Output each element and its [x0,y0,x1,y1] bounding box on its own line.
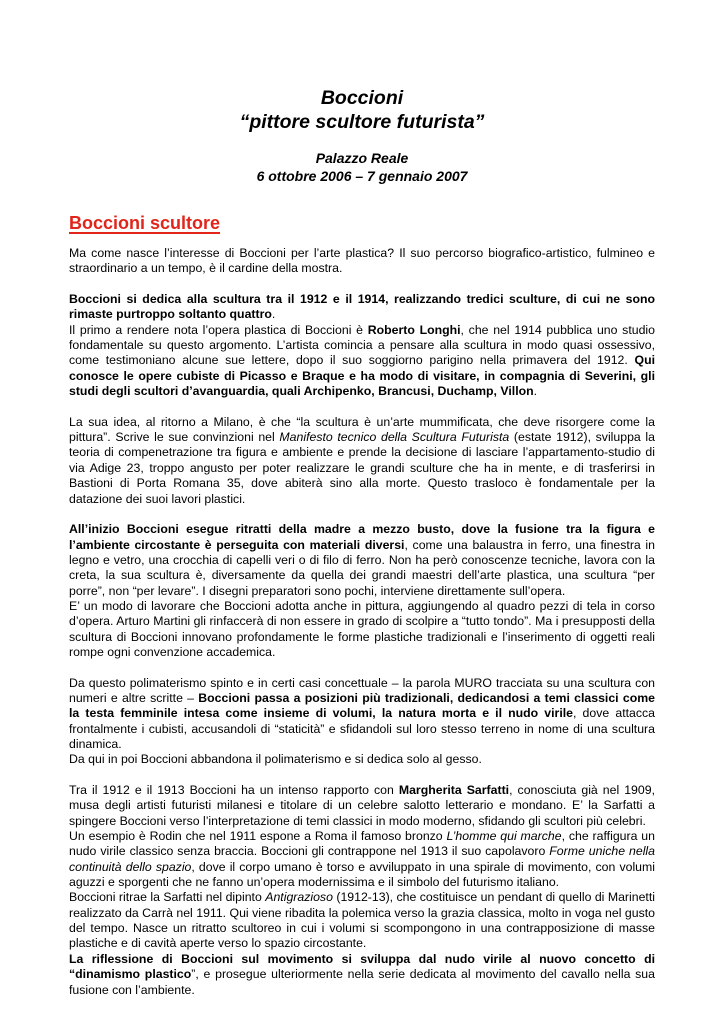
body-text [69,246,655,998]
paragraph-pittura [69,599,655,660]
bold-text: Margherita Sarfatti [398,783,510,798]
exhibition-info [69,149,655,185]
text-segment: , dove il corpo umano è torso e avviluppato in una spirale di movimento, con volumi aguzzi e sporgenti che ne fanno un’opera modernissima e il simbolo del futurismo italiano. [69,859,655,890]
text-segment: Da qui in poi Boccioni abbandona il polimaterismo e si dedica solo al gesso. [69,752,482,767]
paragraph-polimaterismo [69,676,655,753]
text-segment: La sua idea, al ritorno a Milano, è che “la scultura è un’arte mummificata, che deve risorgere come la pittura”. Scrive le sue convinzioni nel [69,414,655,445]
bold-text: Boccioni si dedica alla scultura tra il 1912 e il 1914, realizzando tredici sculture, di cui ne sono rimaste purtroppo soltanto quattro [69,292,655,322]
paragraph-sarfatti [69,783,655,829]
italic-text: Manifesto tecnico della Scultura Futurista [279,430,510,445]
text-segment: (1912-13), che costituisce un pendant di quello di Marinetti realizzato da Carrà nel 1911. Qui viene ribadita la polemica verso la grazia classica, molto in voga nel gusto del tempo. Nasce un ritratto scultoreo in cui i volumi si scompongono in una contrapposizione di masse plastiche e di cavità aperte verso lo spazio circostante. [69,890,655,951]
italic-text: Forme uniche nella continuità dello spazio [69,844,655,874]
text-segment: , conosciuta già nel 1909, musa degli artisti futuristi milanesi e titolare di un celebre salotto letterario e mondano. E’ la Sarfatti a spingere Boccioni verso l’interpretazione di temi classici in modo moderno, sfidando gli scultori più celebri. [69,783,655,828]
text-segment: Ma come nasce l’interesse di Boccioni per l’arte plastica? Il suo percorso biografico-artistico, fulmineo e straordinario a un tempo, è il cardine della mostra. [69,246,655,276]
paragraph-sculpture-period [69,292,655,323]
bold-text: All’inizio Boccioni esegue ritratti della madre a mezzo busto, dove la fusione tra la figura e l’ambiente circostante è perseguita con materiali diversi [69,522,655,552]
venue: Palazzo Reale [315,150,409,166]
text-segment: , come una balaustra in ferro, una finestra in legno e vetro, una crocchia di capelli veri o di filo di ferro. Non ha però conoscenze tecniche, lavora con la creta, la sua scultura è, diversamente da quella dei grandi maestri dell’arte plastica, una scultura “per porre”, non “per levare”. I disegni preparatori sono pochi, interviene direttamente sull’opera. [69,537,656,598]
section-heading: Boccioni scultore [69,213,221,233]
title-line-1: Boccioni [320,87,404,109]
paragraph-gesso [69,752,655,767]
paragraph-milano [69,415,655,507]
paragraph-ritratti [69,522,655,599]
paragraph-rodin [69,829,655,890]
paragraph-antigrazioso [69,890,655,951]
text-segment: ”, e prosegue ulteriormente nella serie dedicata al movimento del cavallo nella sua fusione con l’ambiente. [69,967,655,997]
text-segment: Da questo polimaterismo spinto e in certi casi concettuale – la parola MURO tracciata su una scultura con numeri e altre scritte – [69,675,655,705]
italic-text: Antigrazioso [265,890,333,905]
document-title [69,86,655,134]
exhibition-dates: 6 ottobre 2006 – 7 gennaio 2007 [256,168,468,184]
paragraph-intro [69,246,655,277]
paragraph-dinamismo [69,952,655,998]
text-segment: (estate 1912), sviluppa la teoria di compenetrazione tra figura e ambiente e prende la decisione di lasciare l’appartamento-studio di via Adige 23, troppo angusto per poter realizzare le grandi sculture che ha in mente, e di trasferirsi in Bastioni di Porta Romana 35, dove abiterà sino alla morte. Questo trasloco è fondamentale per la datazione dei suoi lavori plastici. [69,430,655,506]
text-segment: Un esempio è Rodin che nel 1911 espone a Roma il famoso bronzo [69,829,447,844]
bold-text: Qui conosce le opere cubiste di Picasso e Braque e ha modo di visitare, in compagnia di Severini, gli studi degli scultori d’avanguardia, quali Archipenko, Brancusi, Duchamp, Villon [69,353,655,399]
text-segment: . [533,384,538,399]
text-segment: Tra il 1912 e il 1913 Boccioni ha un intenso rapporto con [69,783,399,798]
bold-text: La riflessione di Boccioni sul movimento si sviluppa dal nudo virile al nuovo concetto di “dinamismo plastico [69,951,655,982]
text-segment: , che raffigura un nudo virile classico senza braccia. Boccioni gli contrappone nel 1913 il suo capolavoro [69,829,655,859]
paragraph-longhi [69,323,655,400]
text-segment: . [271,307,276,322]
italic-text: L’homme qui marche [446,829,562,844]
text-segment: Boccioni ritrae la Sarfatti nel dipinto [69,890,266,905]
title-line-2: “pittore scultore futurista” [239,111,485,133]
bold-text: Roberto Longhi [367,322,461,337]
bold-text: Boccioni passa a posizioni più tradizionali, dedicandosi a temi classici come la testa femminile intesa come insieme di volumi, la natura morta e il nudo virile [69,690,655,721]
text-segment: E’ un modo di lavorare che Boccioni adotta anche in pittura, aggiungendo al quadro pezzi di tela in corso d’opera. Arturo Martini gli rinfaccerà di non essere in grado di scolpire a “tutto tondo”. Ma i presupposti della scultura di Boccioni innovano profondamente le forme plastiche tradizionali e l’inserimento di oggetti reali rompe ogni convenzione accademica. [69,598,655,659]
text-segment: Il primo a rendere nota l’opera plastica di Boccioni è [69,322,368,337]
text-segment: , dove attacca frontalmente i cubisti, accusandoli di “staticità” e sfidandoli sul loro stesso terreno in nome di una scultura dinamica. [69,706,655,751]
text-segment: , che nel 1914 pubblica uno studio fondamentale su questo argomento. L’artista comincia a pensare alla scultura in modo quasi ossessivo, come testimoniano alcune sue lettere, dopo il suo soggiorno parigino nella primavera del 1912. [69,322,655,368]
